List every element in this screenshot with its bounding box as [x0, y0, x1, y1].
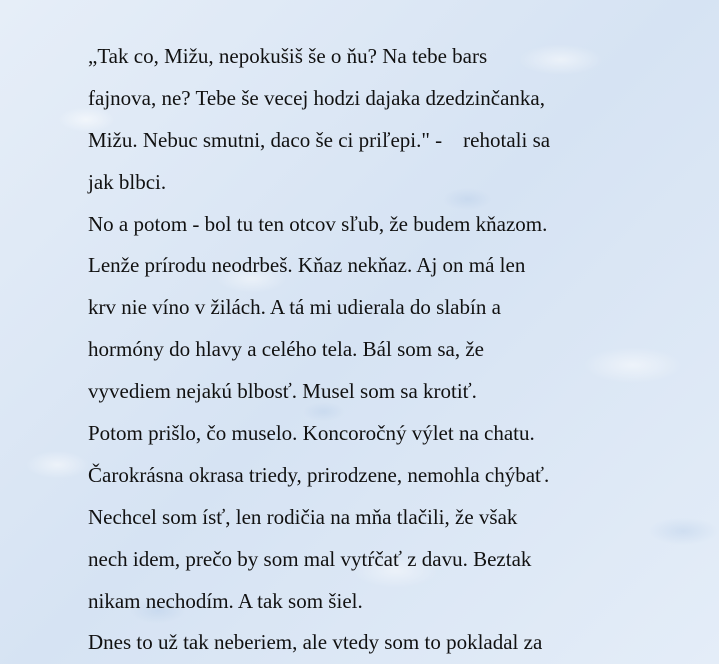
text-line: Lenže prírodu neodrbeš. Kňaz nekňaz. Aj on má len	[88, 253, 526, 278]
text-line: Potom prišlo, čo muselo. Koncoročný výlet na chatu.	[88, 421, 535, 446]
text-line: Nechcel som ísť, len rodičia na mňa tlačili, že však	[88, 504, 518, 529]
text-line: nech idem, prečo by som mal vytŕčať z davu. Beztak	[88, 546, 532, 571]
text-line: vyvediem nejakú blbosť. Musel som sa krotiť.	[88, 379, 477, 404]
text-line: krv nie víno v žilách. A tá mi udierala do slabín a	[88, 295, 501, 320]
text-line: No a potom - bol tu ten otcov sľub, že budem kňazom.	[88, 211, 548, 236]
text-line: „Tak co, Mižu, nepokušiš še o ňu? Na tebe bars	[88, 44, 488, 68]
text-line: Dnes to už tak neberiem, ale vtedy som to pokladal za	[88, 630, 543, 655]
text-line: Mižu. Nebuc smutni, daco še ci priľepi." - rehotali sa	[88, 127, 551, 152]
text-line: Čarokrásna okrasa triedy, prirodzene, nemohla chýbať.	[88, 462, 550, 487]
text-line: fajnova, ne? Tebe še vecej hodzi dajaka dzedzinčanka,	[88, 85, 545, 110]
text-line: hormóny do hlavy a celého tela. Bál som sa, že	[88, 337, 484, 362]
text-line: nikam nechodím. A tak som šiel.	[88, 588, 363, 613]
document-text	[88, 36, 708, 664]
text-line: jak blbci.	[88, 169, 167, 194]
